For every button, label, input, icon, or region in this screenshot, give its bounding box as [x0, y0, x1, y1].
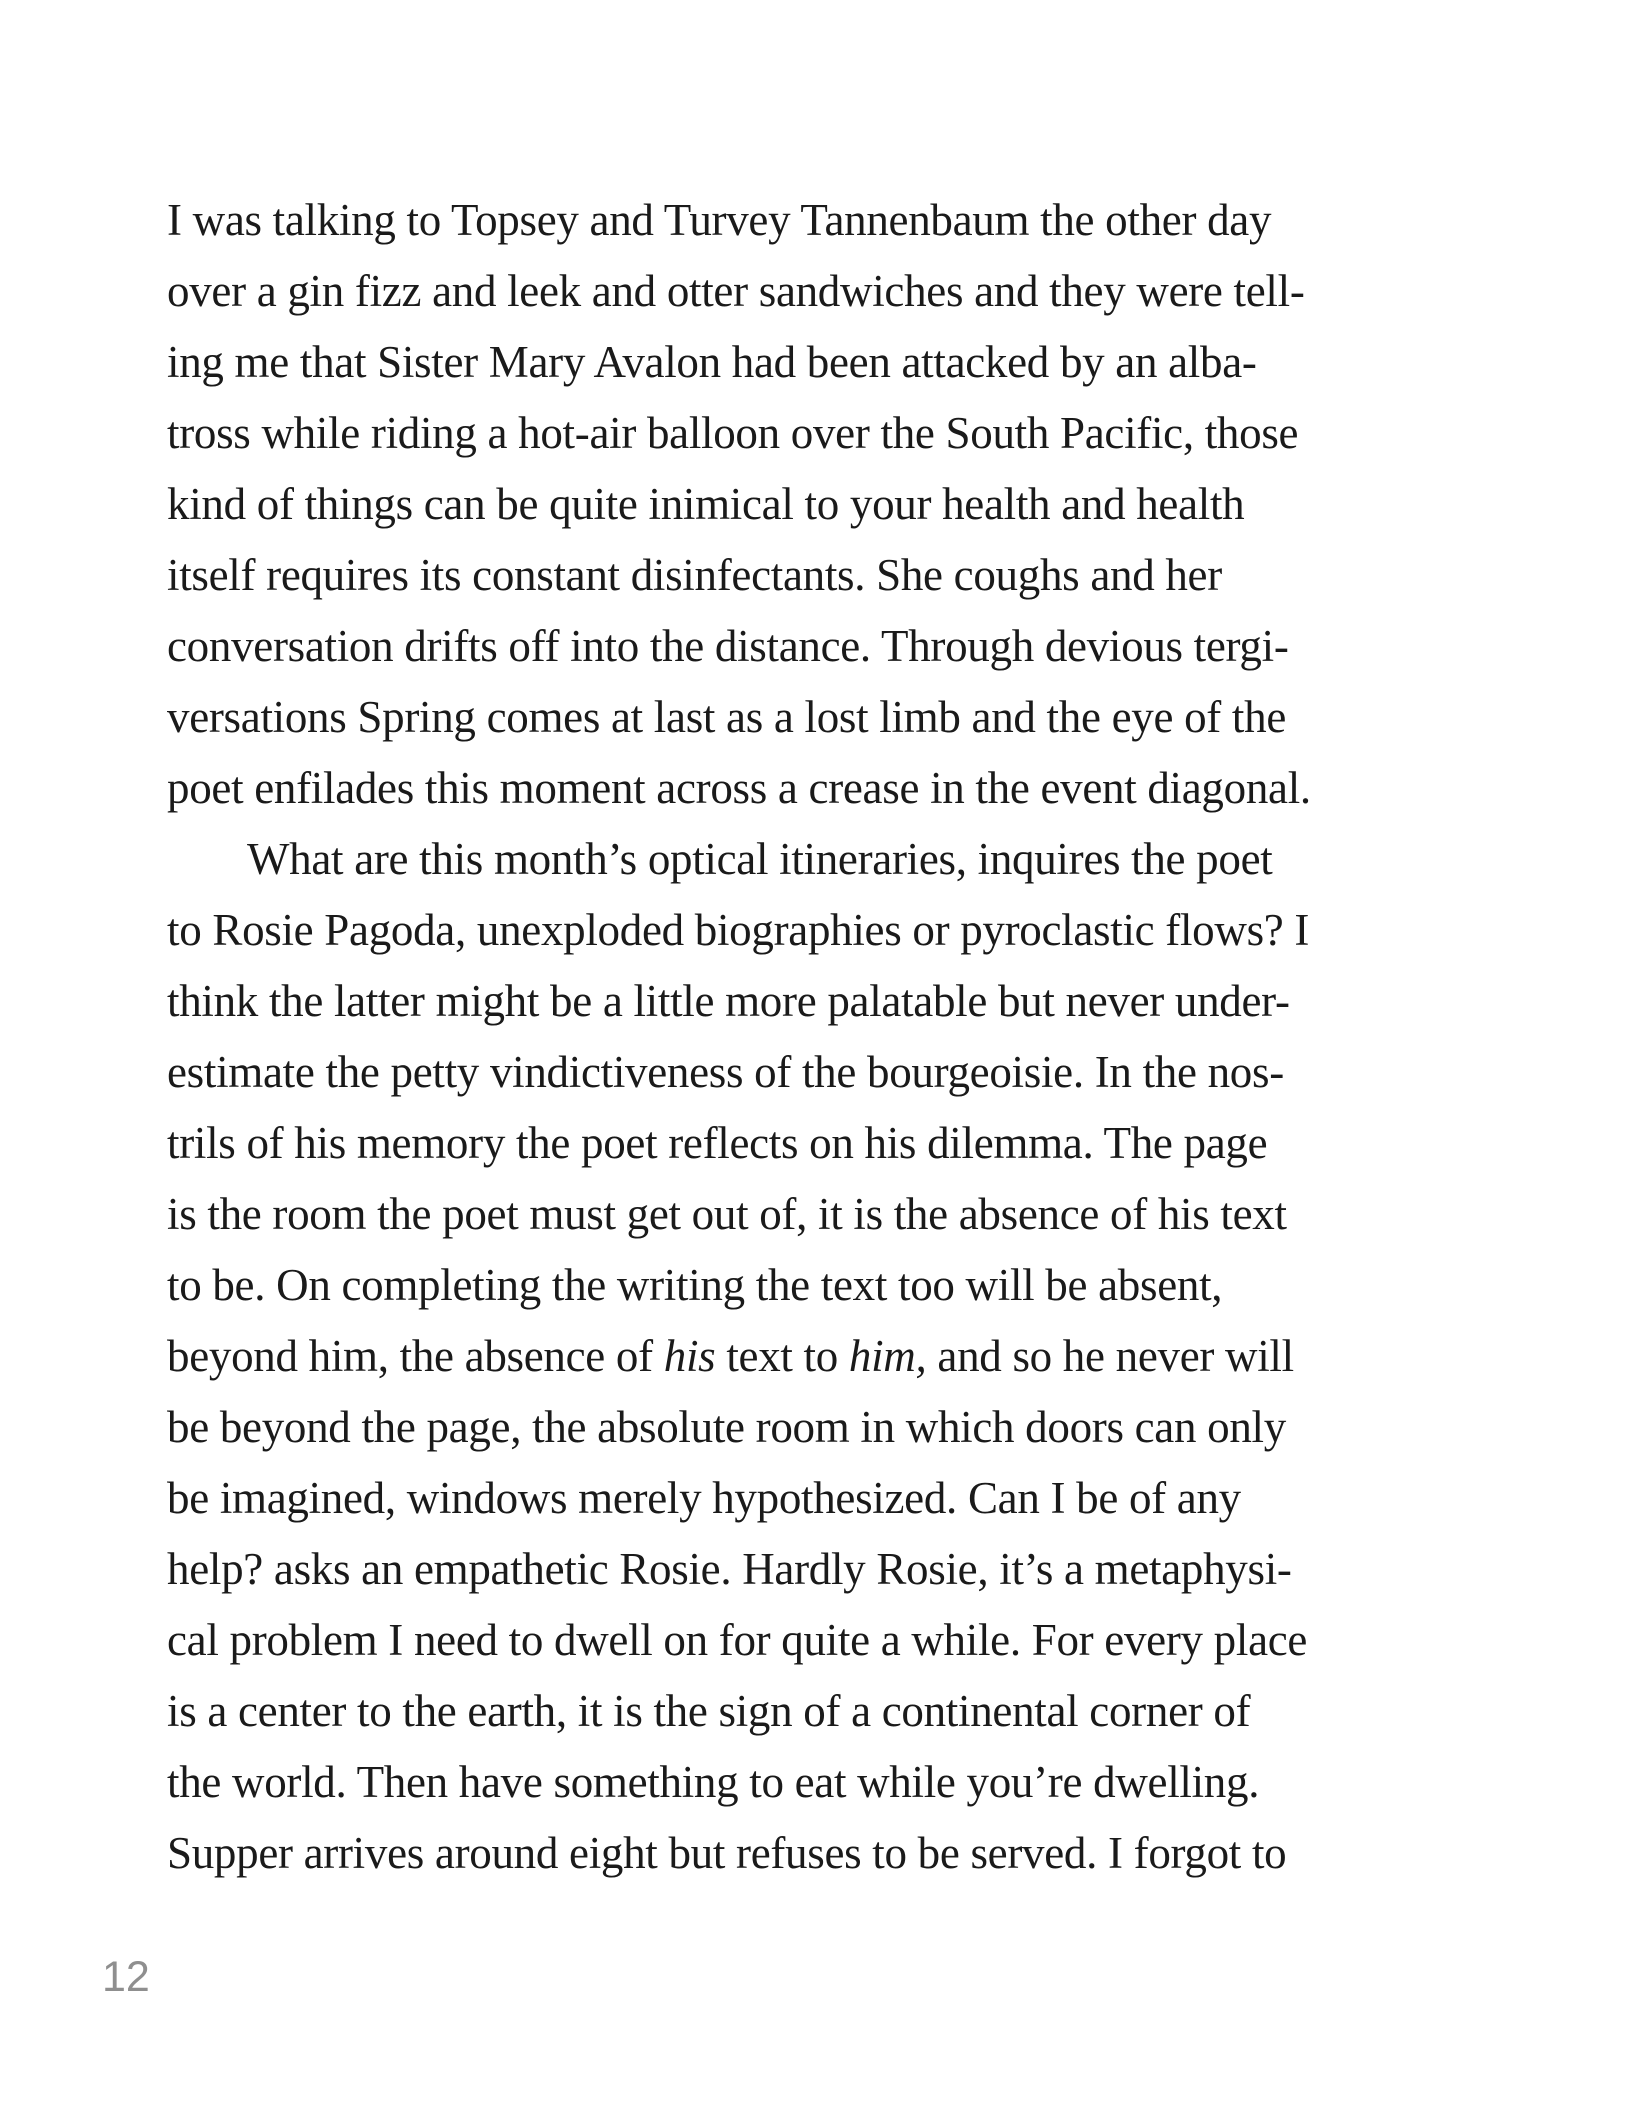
text-line: kind of things can be quite inimical to your health and health [167, 479, 1245, 529]
text-line: Supper arrives around eight but refuses to be served. I forgot to [167, 1828, 1287, 1878]
text-line: help? asks an empathetic Rosie. Hardly Rosie, it’s a metaphysi- [167, 1544, 1292, 1594]
text-line: be imagined, windows merely hypothesized. Can I be of any [167, 1473, 1241, 1523]
text-line: ing me that Sister Mary Avalon had been attacked by an alba- [167, 337, 1257, 387]
text-line: tross while riding a hot-air balloon over the South Pacific, those [167, 408, 1299, 458]
text-line: estimate the petty vindictiveness of the bourgeoisie. In the nos- [167, 1047, 1284, 1097]
text-line: be beyond the page, the absolute room in which doors can only [167, 1402, 1286, 1452]
text-line: is a center to the earth, it is the sign of a continental corner of [167, 1686, 1251, 1736]
page-number: 12 [102, 1953, 150, 2001]
text-line: to be. On completing the writing the text too will be absent, [167, 1260, 1223, 1310]
text-block [167, 185, 1497, 1889]
text-line: What are this month’s optical itineraries, inquires the poet [247, 834, 1273, 884]
text-line: the world. Then have something to eat while you’re dwelling. [167, 1757, 1260, 1807]
text-line: itself requires its constant disinfectants. She coughs and her [167, 550, 1222, 600]
text-line: conversation drifts off into the distance. Through devious tergi- [167, 621, 1289, 671]
text-line: to Rosie Pagoda, unexploded biographies or pyroclastic flows? I [167, 905, 1310, 955]
text-line: think the latter might be a little more palatable but never under- [167, 976, 1290, 1026]
text-line: over a gin fizz and leek and otter sandwiches and they were tell- [167, 266, 1305, 316]
text-line: beyond him, the absence of his text to him, and so he never will [167, 1331, 1294, 1381]
text-line: poet enfilades this moment across a crease in the event diagonal. [167, 763, 1311, 813]
text-line: I was talking to Topsey and Turvey Tannenbaum the other day [167, 195, 1272, 245]
text-line: trils of his memory the poet reflects on his dilemma. The page [167, 1118, 1268, 1168]
text-line: is the room the poet must get out of, it is the absence of his text [167, 1189, 1287, 1239]
text-line: cal problem I need to dwell on for quite a while. For every place [167, 1615, 1308, 1665]
text-line: versations Spring comes at last as a lost limb and the eye of the [167, 692, 1286, 742]
